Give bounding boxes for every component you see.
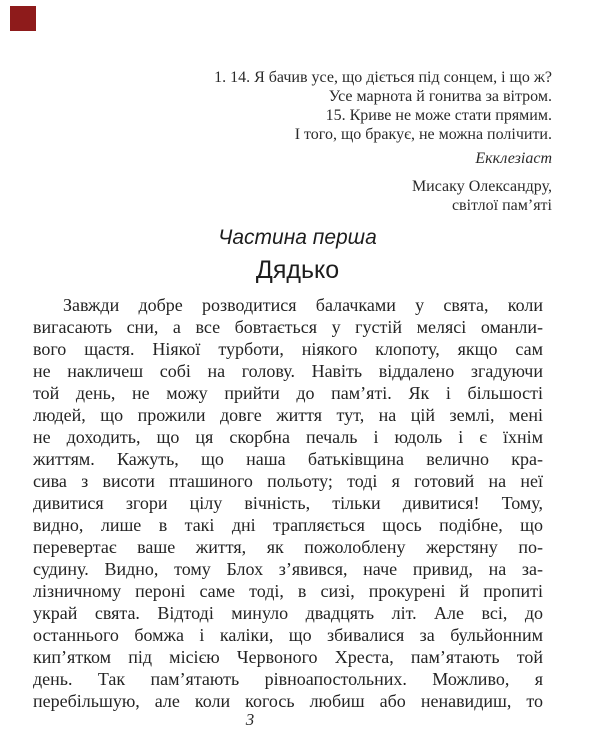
body-line: перебільшую, але коли когось любиш або ненавидиш, то bbox=[33, 691, 543, 711]
chapter-title: Дядько bbox=[255, 256, 340, 284]
epigraph-line: І того, що бракує, не можна полічити. bbox=[294, 126, 552, 143]
body-line: людей, що прожили довге життя тут, на цій землі, мені bbox=[33, 405, 543, 425]
body-line: кип’ятком під місією Червоного Хреста, пам’ятають той bbox=[33, 647, 543, 667]
body-line: не накличеш собі на голову. Навіть віддалено згадуючи bbox=[33, 361, 543, 381]
body-line: Завжди добре розводитися балачками у свята, коли bbox=[63, 295, 543, 315]
body-line: лізничному пероні саме тоді, в сизі, прокурені й пропиті bbox=[33, 581, 543, 601]
body-text bbox=[33, 294, 543, 712]
epigraph-line: Усе марнота й гонитва за вітром. bbox=[328, 88, 552, 105]
epigraph bbox=[0, 0, 600, 144]
body-line: життям. Кажуть, що наша батьківщина велично кра- bbox=[33, 449, 543, 469]
page-number: 3 bbox=[245, 710, 255, 729]
body-line: видно, лише в такі дні трапляється щось подібне, що bbox=[33, 515, 543, 535]
bookmark-marker bbox=[10, 6, 36, 31]
body-line: перевертає ваше життя, як пожолоблену жерстяну по- bbox=[33, 537, 543, 557]
body-line: останнього бомжа і каліки, що збивалися за бульйонним bbox=[33, 625, 543, 645]
body-line: украй свята. Відтоді минуло двадцять літ. Але всі, до bbox=[33, 603, 543, 623]
dedication-line: Мисаку Олександру, bbox=[411, 178, 552, 195]
body-line: вого щастя. Ніякої турботи, ніякого клопоту, якщо сам bbox=[33, 339, 543, 359]
body-line: не доходить, що ця скорбна печаль і юдоль і є їхнім bbox=[33, 427, 543, 447]
epigraph-attribution: Екклезіаст bbox=[475, 150, 552, 167]
body-line: дивитися згори цілу вічність, тільки дивитися! Тому, bbox=[33, 493, 543, 513]
epigraph-line: 15. Криве не може стати прямим. bbox=[325, 107, 552, 124]
epigraph-line: 1. 14. Я бачив усе, що діється під сонцем, і що ж? bbox=[214, 69, 552, 86]
body-line: судину. Видно, тому Блох з’явився, наче привид, на за- bbox=[33, 559, 543, 579]
body-line: той день, не можу прийти до пам’яті. Як і більшості bbox=[33, 383, 543, 403]
dedication-line: світлої пам’яті bbox=[451, 197, 552, 214]
body-line: вигасають сни, а все бовтається у густій мелясі оманли- bbox=[33, 317, 543, 337]
body-line: сива з висоти пташиного польоту; тоді я готовий на неї bbox=[33, 471, 543, 491]
body-line: день. Так пам’ятають рівноапостольних. Можливо, я bbox=[33, 669, 543, 689]
part-heading: Частина перша bbox=[218, 226, 377, 249]
dedication bbox=[0, 168, 600, 215]
